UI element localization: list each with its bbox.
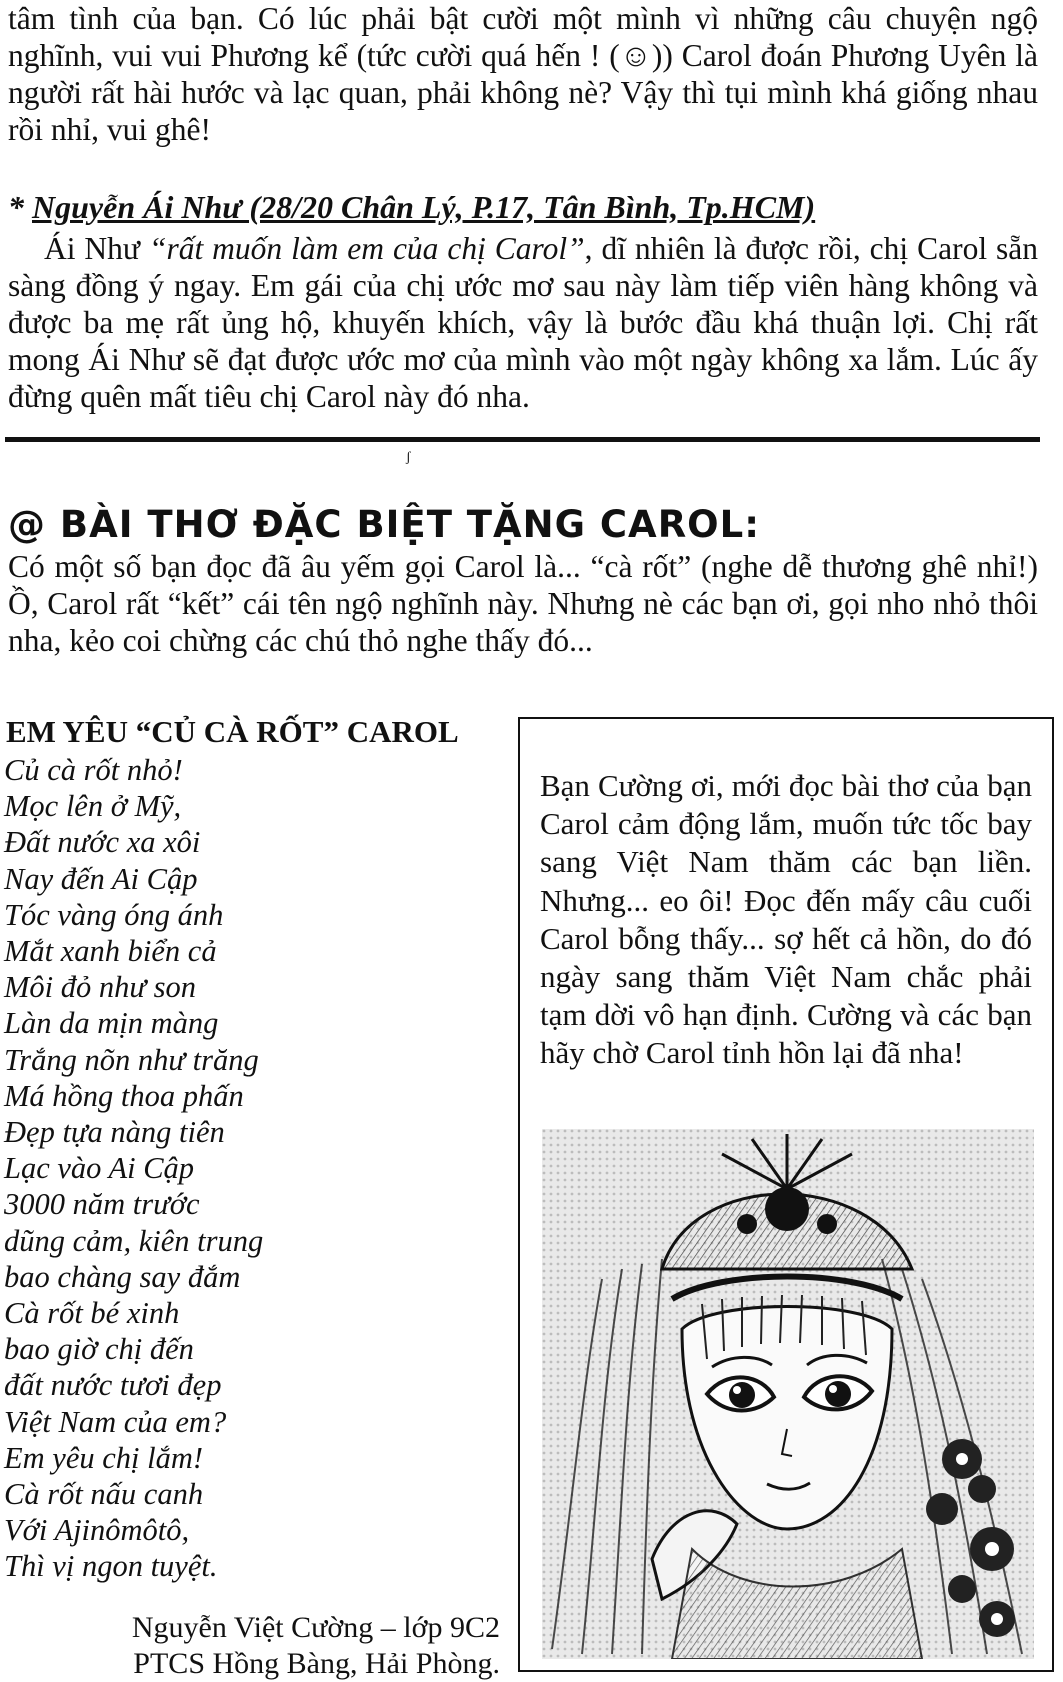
poem-line: Đất nước xa xôi — [4, 825, 201, 860]
poem-line: Cà rốt bé xinh — [4, 1296, 180, 1331]
poem-author: Nguyễn Việt Cường – lớp 9C2 — [131, 1611, 500, 1644]
poem-line: Làn da mịn màng — [4, 1006, 219, 1041]
carol-reply-box — [518, 717, 1054, 1672]
poem-title: EM YÊU “CỦ CÀ RỐT” CAROL — [6, 714, 459, 749]
poem-signature — [60, 1610, 500, 1682]
letter-reply-quote: “rất muốn làm em của chị Carol” — [148, 231, 585, 266]
poem-line: Lạc vào Ai Cập — [4, 1151, 195, 1186]
reply-paragraph: tâm tình của bạn. Có lúc phải bật cười một mình vì những câu chuyện ngộ nghĩnh, vui vui Phương kể (tức cười quá hến ! (☺)) Carol đoán Phương Uyên là người rất hài hước và lạc quan, phải không nè? Vậy thì tụi mình khá giống nhau rồi nhỉ, vui ghê! — [8, 1, 1038, 147]
letter-sender: Nguyễn Ái Như (28/20 Chân Lý, P.17, Tân Bình, Tp.HCM) — [32, 189, 816, 225]
poem-line: Đẹp tựa nàng tiên — [4, 1115, 225, 1150]
poem-line: Mắt xanh biển cả — [4, 934, 217, 969]
poem-line: bao giờ chị đến — [4, 1332, 194, 1367]
poem-line: bao chàng say đắm — [4, 1259, 241, 1294]
poem-line: đất nước tươi đẹp — [4, 1368, 222, 1403]
poem-line: Em yêu chị lắm! — [4, 1440, 204, 1475]
poem-line: 3000 năm trước — [4, 1187, 200, 1222]
poem-lines — [4, 752, 494, 1585]
poem-line: Môi đỏ như son — [4, 970, 197, 1005]
print-speck: ʃ — [406, 450, 411, 465]
section-title: @ BÀI THƠ ĐẶC BIỆT TẶNG CAROL: — [8, 503, 761, 546]
poem-line: Trắng nõn như trăng — [4, 1042, 259, 1077]
section-intro: Có một số bạn đọc đã âu yếm gọi Carol là... “cà rốt” (nghe dễ thương ghê nhỉ!) Ồ, Carol rất “kết” cái tên ngộ nghĩnh này. Nhưng nè các bạn ơi, gọi nho nhỏ thôi nha, kẻo coi chừng các chú thỏ nghe thấy đó... — [8, 549, 1038, 658]
poem-line: Cà rốt nấu canh — [4, 1477, 204, 1512]
poem-line: Nay đến Ai Cập — [4, 861, 198, 896]
carol-reply-text: Bạn Cường ơi, mới đọc bài thơ của bạn Carol cảm động lắm, muốn tức tốc bay sang Việt Nam thăm các bạn liền. Nhưng... eo ôi! Đọc đến mấy câu cuối Carol bỗng thấy... sợ hết cả hồn, do đó ngày sang thăm Việt Nam chắc phải tạm dời vô hạn định. Cường và các bạn hãy chờ Carol tỉnh hồn lại đã nha! — [540, 768, 1032, 1071]
poem-school: PTCS Hồng Bàng, Hải Phòng. — [133, 1647, 500, 1680]
poem-line: Má hồng thoa phấn — [4, 1078, 244, 1113]
section-divider — [5, 437, 1040, 442]
poem-line: Với Ajinômôtô, — [4, 1513, 190, 1548]
letter-reply — [8, 230, 1038, 415]
manga-portrait-illustration — [542, 1129, 1034, 1659]
poem-line: Việt Nam của em? — [4, 1404, 227, 1439]
poem-line: Tóc vàng óng ánh — [4, 897, 224, 932]
letter-reply-rest: , dĩ nhiên là được rồi, chị Carol sẵn sàng đồng ý ngay. Em gái của chị ước mơ sau này làm tiếp viên hàng không và được ba mẹ rất ủng hộ, khuyến khích, vậy là bước đầu khá thuận lợi. Chị rất mong Ái Như sẽ đạt được ước mơ của mình vào một ngày không xa lắm. Lúc ấy đừng quên mất tiêu chị Carol này đó nha. — [8, 231, 1039, 414]
poem-line: dũng cảm, kiên trung — [4, 1223, 264, 1258]
letter-marker: * — [8, 189, 32, 225]
poem-line: Mọc lên ở Mỹ, — [4, 789, 182, 824]
poem-line: Thì vị ngon tuyệt. — [4, 1549, 218, 1584]
poem-line: Củ cà rốt nhỏ! — [4, 753, 183, 787]
letter-heading — [8, 188, 1038, 226]
letter-reply-start: Ái Như — [44, 231, 149, 266]
